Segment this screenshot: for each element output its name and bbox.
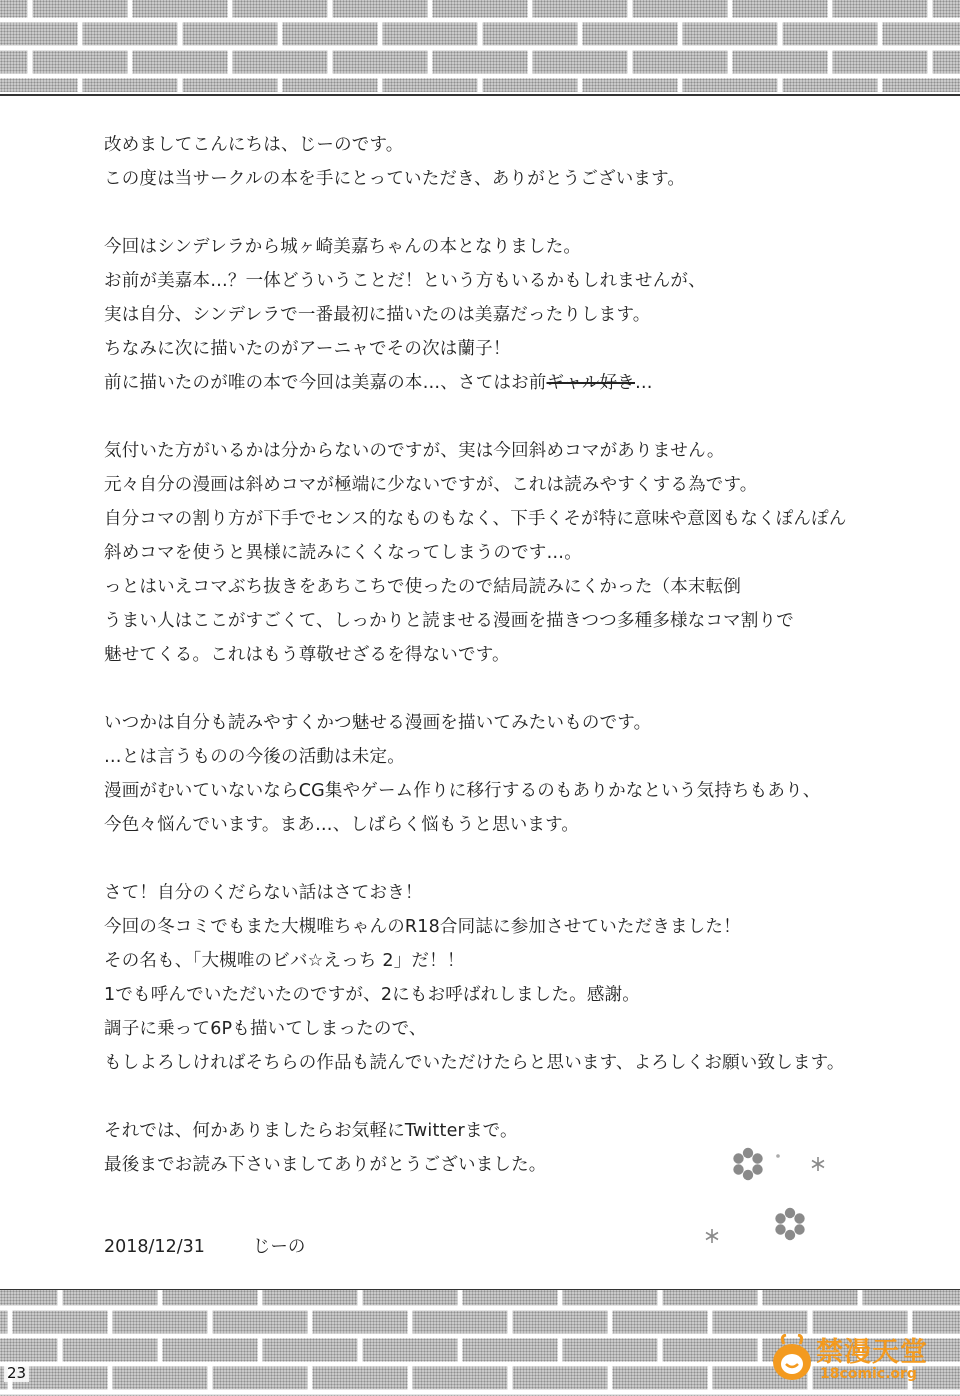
text-line-content: 元々自分の漫画は斜めコマが極端に少ないですが、これは読みやすくする為です。 (104, 475, 758, 495)
text-line (104, 366, 904, 400)
text-line-content: 前に描いたのが唯の本で今回は美嘉の本…、さてはお前 (104, 373, 547, 393)
text-line-content: うまい人はここがすごくて、しっかりと読ませる漫画を描きつつ多種多様なコマ割りで (104, 611, 794, 631)
text-line-content: ちなみに次に描いたのがアーニャでその次は蘭子！ (104, 339, 511, 359)
text-line-content: 1でも呼んでいただいたのですが、2にもお呼ばれしました。感謝。 (104, 985, 640, 1005)
text-line-content: っとはいえコマぶち抜きをあちこちで使ったので結局読みにくかった（本末転倒 (104, 577, 742, 597)
text-line (104, 434, 904, 468)
text-line-content: 気付いた方がいるかは分からないのですが、実は今回斜めコマがありません。 (104, 441, 725, 461)
text-line (104, 944, 904, 978)
signature-date: 2018/12/31 (104, 1237, 205, 1257)
text-line (104, 128, 904, 162)
top-divider (0, 94, 960, 96)
text-line (104, 604, 904, 638)
signature (104, 1232, 305, 1262)
text-line (104, 162, 904, 196)
text-line-content: さて！自分のくだらない話はさておき！ (104, 883, 423, 903)
text-line (104, 1046, 904, 1080)
text-line (104, 298, 904, 332)
afterword-text (104, 128, 904, 1182)
snowflake-decoration (700, 1140, 850, 1250)
text-line (104, 774, 904, 808)
snowflake-icon (812, 1157, 824, 1171)
text-line (104, 468, 904, 502)
paragraph-gap (104, 842, 904, 876)
paragraph-gap (104, 672, 904, 706)
text-line (104, 740, 904, 774)
snowflake-icon (733, 1148, 762, 1180)
text-line-content: お前が美嘉本…？一体どういうことだ！という方もいるかもしれませんが、 (104, 271, 706, 291)
snowflake-icon (706, 1229, 718, 1243)
text-line (104, 536, 904, 570)
watermark[interactable] (770, 1328, 956, 1394)
text-line-content: …とは言うものの今後の活動は未定。 (104, 747, 405, 767)
watermark-logo-icon (770, 1334, 814, 1384)
watermark-url: 18comic.org (820, 1366, 917, 1382)
snow-dot (776, 1154, 780, 1158)
text-line (104, 808, 904, 842)
snowflake-icon (775, 1208, 804, 1240)
text-line-content: もしよろしければそちらの作品も読んでいただけたらと思います、よろしくお願い致します。 (104, 1053, 845, 1073)
text-line (104, 332, 904, 366)
signature-author: じーの (252, 1237, 306, 1257)
text-line-content: 斜めコマを使うと異様に読みにくくなってしまうのです…。 (104, 543, 582, 563)
paragraph-gap (104, 1080, 904, 1114)
struck-text: ギャル好き (546, 373, 635, 393)
top-brick-lines (0, 0, 960, 92)
text-line-content: 実は自分、シンデレラで一番最初に描いたのは美嘉だったりします。 (104, 305, 651, 325)
text-line (104, 1012, 904, 1046)
text-line (104, 706, 904, 740)
text-line (104, 876, 904, 910)
text-line-content: 漫画がむいていないならCG集やゲーム作りに移行するのもありかなという気持ちもあり、 (104, 781, 821, 801)
watermark-title: 禁漫天堂 (816, 1337, 928, 1368)
text-line-content: 改めましてこんにちは、じーのです。 (104, 135, 404, 155)
text-line-tail: … (635, 373, 653, 393)
text-line-content: 自分コマの割り方が下手でセンス的なものもなく、下手くそが特に意味や意図もなくぽんぽん (104, 509, 847, 529)
text-line-content: その名も、「大槻唯のビバ☆えっち 2」だ！！ (104, 951, 465, 971)
text-line (104, 910, 904, 944)
text-line (104, 230, 904, 264)
text-line (104, 638, 904, 672)
text-line (104, 570, 904, 604)
text-line-content: いつかは自分も読みやすくかつ魅せる漫画を描いてみたいものです。 (104, 713, 652, 733)
paragraph-gap (104, 196, 904, 230)
paragraph-gap (104, 400, 904, 434)
text-line-content: それでは、何かありましたらお気軽にTwitterまで。 (104, 1121, 518, 1141)
text-line-content: 調子に乗って6Pも描いてしまったので、 (104, 1019, 427, 1039)
text-line-content: 今回はシンデレラから城ヶ崎美嘉ちゃんの本となりました。 (104, 237, 582, 257)
text-line (104, 502, 904, 536)
text-line-content: 最後までお読み下さいましてありがとうございました。 (104, 1155, 547, 1175)
text-line-content: 今色々悩んでいます。まあ…、しばらく悩もうと思います。 (104, 815, 580, 835)
top-brick-pattern (0, 0, 960, 92)
text-line-content: この度は当サークルの本を手にとっていただき、ありがとうございます。 (104, 169, 686, 189)
text-line-content: 魅せてくる。これはもう尊敬せざるを得ないです。 (104, 645, 510, 665)
text-line (104, 978, 904, 1012)
text-line-content: 今回の冬コミでもまた大槻唯ちゃんのR18合同誌に参加させていただきました！ (104, 917, 741, 937)
page-number: 23 (4, 1364, 29, 1382)
text-line (104, 264, 904, 298)
